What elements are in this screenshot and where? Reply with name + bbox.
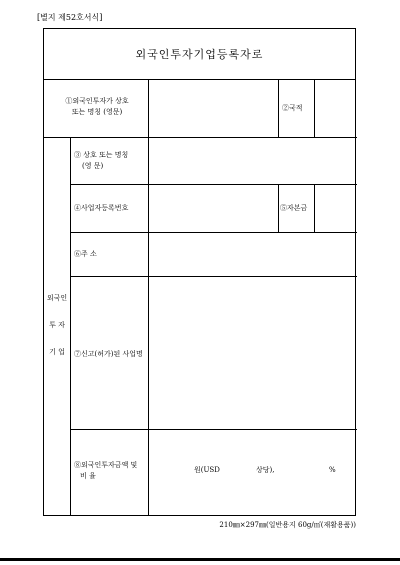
- column-divider: [278, 79, 279, 137]
- business-type-label: ⑦신고(허가)된 사업명: [74, 350, 143, 358]
- side-label-line1: 외국인: [46, 294, 68, 302]
- investment-percent-text: %: [329, 466, 336, 474]
- investor-name-label-line1: ①외국인투자가 상호: [65, 97, 129, 105]
- nationality-field[interactable]: [315, 80, 356, 136]
- registration-form: [43, 28, 356, 516]
- investment-currency-text: 원(USD: [194, 466, 220, 474]
- company-name-label-line2: (영 문): [82, 162, 104, 170]
- investment-amount-field[interactable]: [149, 430, 356, 514]
- address-label: ⑥주 소: [74, 250, 97, 258]
- company-name-label-line1: ③ 상호 또는 명칭: [74, 151, 129, 159]
- investor-name-label: [48, 96, 146, 118]
- investment-amount-label-line2: 비 율: [80, 472, 96, 480]
- business-reg-no-label: ④사업자등록번호: [74, 204, 129, 212]
- business-reg-no-field[interactable]: [149, 185, 277, 231]
- nationality-label: ②국적: [282, 104, 303, 112]
- capital-label: ⑤자본금: [280, 204, 308, 212]
- company-name-field[interactable]: [149, 138, 356, 183]
- column-divider: [278, 184, 279, 232]
- form-title: 외국인투자기업등록자로: [44, 29, 355, 80]
- side-label-line2: 투 자: [49, 321, 65, 329]
- investor-name-field[interactable]: [149, 80, 277, 136]
- capital-field[interactable]: [315, 185, 356, 231]
- business-type-field[interactable]: [149, 277, 356, 428]
- column-divider: [70, 137, 71, 515]
- foreign-company-side-label: [44, 292, 70, 359]
- investment-equivalent-text: 상당),: [256, 466, 275, 474]
- company-name-label: [74, 150, 128, 172]
- form-number: [별지 제52호서식]: [37, 13, 103, 22]
- investment-amount-label-line1: ⑧외국인투자금액 및: [74, 461, 138, 469]
- investment-amount-label: [74, 460, 146, 482]
- address-field[interactable]: [149, 233, 356, 275]
- side-label-line3: 기 업: [49, 348, 65, 356]
- page-bottom-border: [0, 558, 400, 561]
- paper-spec: 210㎜×297㎜(일반용지 60g/㎡(재활용품)): [219, 521, 356, 529]
- investor-name-label-line2: 또는 명칭 (영문): [71, 108, 123, 116]
